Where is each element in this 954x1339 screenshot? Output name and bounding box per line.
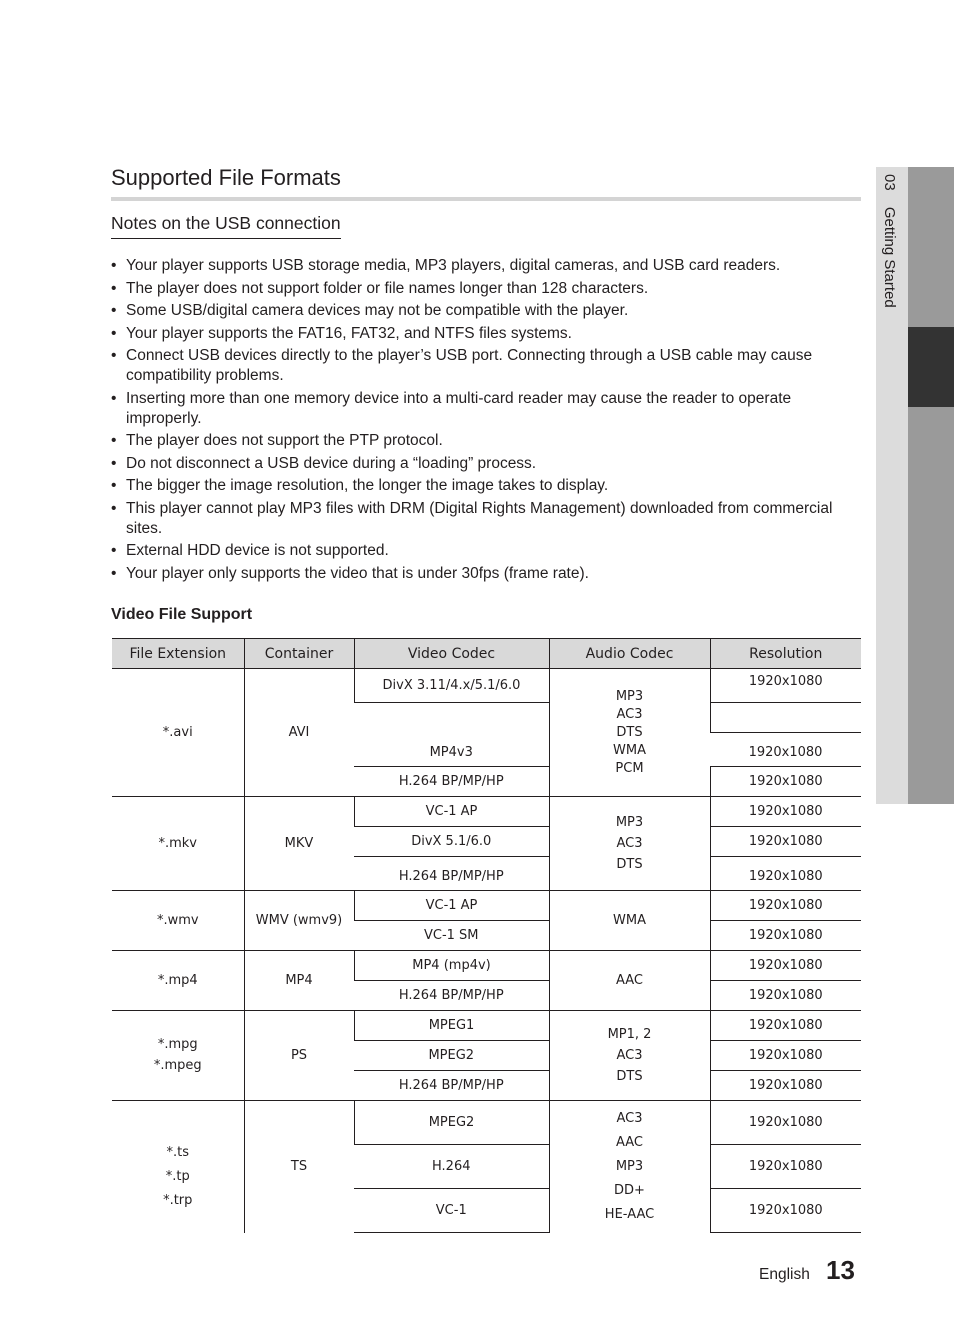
audio-codec-cell	[549, 1101, 710, 1233]
header-resolution: Resolution	[710, 639, 861, 669]
resolution-cell: 1920x1080	[710, 1101, 861, 1145]
resolution-cell: 1920x1080	[710, 1041, 861, 1071]
list-item: • External HDD device is not supported.	[111, 541, 863, 561]
audio-codec: AC3	[616, 835, 643, 851]
audio-codec: MP1, 2	[607, 1026, 652, 1042]
list-item: • Do not disconnect a USB device during a “loading” process.	[111, 454, 863, 474]
audio-codec: HE-AAC	[604, 1206, 655, 1222]
audio-codec: AAC	[616, 1134, 643, 1150]
video-codec-cell: MP4 (mp4v)	[354, 951, 549, 981]
resolution-cell: 1920x1080	[710, 981, 861, 1011]
page-title: Supported File Formats	[111, 165, 341, 190]
list-item: • Connect USB devices directly to the player’s USB port. Connecting through a USB cable may cause compatibility problems.	[111, 346, 863, 386]
audio-codec: AC3	[616, 1047, 643, 1063]
video-codec-cell: H.264 BP/MP/HP	[354, 1071, 549, 1101]
header-container: Container	[244, 639, 354, 669]
chapter-title: Getting Started	[881, 206, 898, 308]
list-item: • The player does not support the PTP protocol.	[111, 431, 863, 451]
table-row	[112, 951, 861, 981]
list-item: • Inserting more than one memory device into a multi-card reader may cause the reader to operate improperly.	[111, 389, 863, 429]
section-title: Notes on the USB connection	[111, 213, 341, 239]
header-file-extension: File Extension	[112, 639, 244, 669]
video-codec-cell: DivX 5.1/6.0	[354, 827, 549, 857]
video-codec-cell: VC-1 AP	[354, 797, 549, 827]
container-cell: MP4	[244, 951, 354, 1011]
video-codec-cell: MPEG2	[354, 1101, 549, 1145]
video-codec-cell: H.264 BP/MP/HP	[354, 767, 549, 797]
table-row	[112, 797, 861, 827]
list-item: • Some USB/digital camera devices may not be compatible with the player.	[111, 301, 863, 321]
resolution-cell: 1920x1080	[710, 891, 861, 921]
header-video-codec: Video Codec	[354, 639, 549, 669]
video-codec-cell: MP4v3	[354, 703, 549, 767]
ext-cell	[112, 1101, 244, 1233]
resolution-cell: 1920x1080	[710, 767, 861, 797]
list-item: • The bigger the image resolution, the longer the image takes to display.	[111, 476, 863, 496]
audio-codec-cell	[549, 797, 710, 891]
audio-codec-cell	[549, 1011, 710, 1101]
resolution-cell: 1920x1080	[710, 797, 861, 827]
title-divider	[111, 197, 861, 201]
container-cell: MKV	[244, 797, 354, 891]
audio-codec: MP3	[615, 1158, 644, 1174]
video-support-table	[112, 638, 861, 1233]
audio-codec: WMA	[613, 742, 646, 758]
footer-language: English	[759, 1266, 810, 1283]
list-item: • The player does not support folder or file names longer than 128 characters.	[111, 279, 863, 299]
audio-codec: AC3	[616, 1110, 643, 1126]
audio-codec-cell	[549, 669, 710, 797]
audio-codec: MP3	[615, 814, 644, 830]
video-codec-cell: H.264	[354, 1145, 549, 1189]
ext-cell	[112, 1011, 244, 1101]
resolution-cell: 1920x1080	[710, 1011, 861, 1041]
resolution-cell: 1920x1080	[710, 1071, 861, 1101]
list-item: • Your player supports the FAT16, FAT32, and NTFS files systems.	[111, 324, 863, 344]
resolution-cell	[710, 703, 861, 733]
audio-codec: PCM	[615, 760, 644, 776]
video-codec-cell: H.264 BP/MP/HP	[354, 857, 549, 891]
chapter-tab-marker	[908, 327, 954, 407]
resolution-cell: 1920x1080	[710, 921, 861, 951]
ext-cell: *.mp4	[112, 951, 244, 1011]
audio-codec: DTS	[616, 1068, 643, 1084]
video-codec-cell: VC-1 SM	[354, 921, 549, 951]
video-codec-cell: VC-1 AP	[354, 891, 549, 921]
resolution-cell: 1920x1080	[710, 669, 861, 703]
video-codec-cell: MPEG2	[354, 1041, 549, 1071]
resolution-cell: 1920x1080	[710, 857, 861, 891]
chapter-tab-upper	[908, 167, 954, 327]
header-audio-codec: Audio Codec	[549, 639, 710, 669]
ext-value: *.ts	[166, 1144, 189, 1160]
ext-value: *.tp	[165, 1168, 190, 1184]
resolution-cell: 1920x1080	[710, 733, 861, 767]
resolution-cell: 1920x1080	[710, 1189, 861, 1233]
audio-codec-cell: AAC	[549, 951, 710, 1011]
audio-codec: DTS	[616, 856, 643, 872]
audio-codec: AC3	[616, 706, 643, 722]
video-codec-cell: VC-1	[354, 1189, 549, 1233]
chapter-number: 03	[881, 174, 898, 191]
container-cell: PS	[244, 1011, 354, 1101]
table-row	[112, 1101, 861, 1145]
video-codec-cell: MPEG1	[354, 1011, 549, 1041]
table-header-row	[112, 639, 861, 669]
usb-notes-list	[111, 256, 863, 586]
ext-cell: *.mkv	[112, 797, 244, 891]
video-support-title: Video File Support	[111, 606, 253, 623]
list-item: • Your player only supports the video that is under 30fps (frame rate).	[111, 564, 863, 584]
page-number: 13	[826, 1255, 855, 1285]
ext-value: *.mpeg	[153, 1058, 202, 1073]
audio-codec-cell: WMA	[549, 891, 710, 951]
resolution-cell: 1920x1080	[710, 951, 861, 981]
resolution-cell: 1920x1080	[710, 1145, 861, 1189]
chapter-label	[881, 174, 898, 308]
table-row	[112, 1011, 861, 1041]
container-cell: TS	[244, 1101, 354, 1233]
table-row	[112, 891, 861, 921]
audio-codec: DD+	[614, 1182, 645, 1198]
resolution-cell: 1920x1080	[710, 827, 861, 857]
table-row	[112, 669, 861, 703]
container-cell: WMV (wmv9)	[244, 891, 354, 951]
list-item: • This player cannot play MP3 files with DRM (Digital Rights Management) downloaded from commercial sites.	[111, 499, 863, 539]
audio-codec: DTS	[616, 724, 643, 740]
list-item: • Your player supports USB storage media, MP3 players, digital cameras, and USB card readers.	[111, 256, 863, 276]
ext-value: *.mpg	[157, 1037, 198, 1052]
video-codec-cell: DivX 3.11/4.x/5.1/6.0	[354, 669, 549, 703]
ext-value: *.trp	[163, 1192, 193, 1208]
ext-cell: *.avi	[112, 669, 244, 797]
video-codec-cell: H.264 BP/MP/HP	[354, 981, 549, 1011]
audio-codec: MP3	[615, 688, 644, 704]
container-cell: AVI	[244, 669, 354, 797]
chapter-tab-lower	[908, 407, 954, 804]
ext-cell: *.wmv	[112, 891, 244, 951]
